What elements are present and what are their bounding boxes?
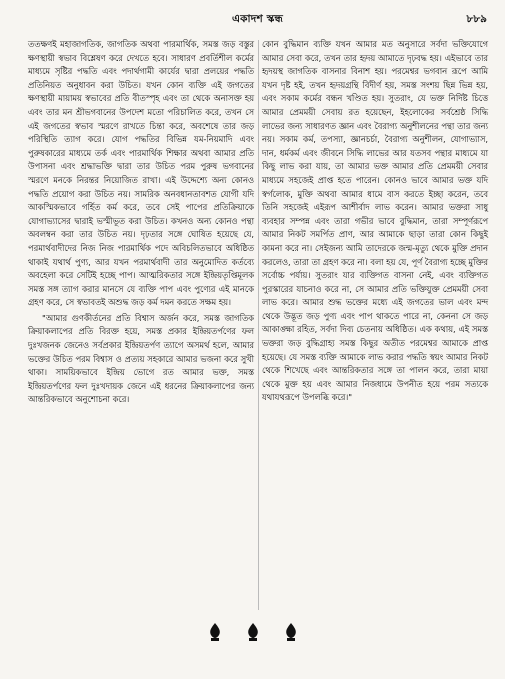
left-paragraph-1: ততক্ষণই মহাজাগতিক, জাগতিক অথবা পারমার্থিক, সমস্ত জড় বস্তুর ক্ষণস্থায়ী স্বভাব বিশ্লেষণ করে দেখতে হবে। সাধারণ প্রবর্তিশীল কর্মের মাধ্যমে সৃষ্টির পদ্ধতি এবং পদার্থগামী কার্যের দ্বারা প্রলয়ের পদ্ধতি প্রতিনিয়ত অনুধাবন করা উচিত। যখন কোন ব্যক্তি এই জগতের ক্ষণস্থায়ী মায়াময় স্বভাবের প্রতি বীতস্পৃহ এবং তা থেকে অনাসক্ত হয় এবং তার মন শ্রীভগবানের উপদেশ মতো পরিচালিত করে, তখন সে এই জগতের স্বভাব স্মরণে রাখতে চিন্তা করে, অবশেষে তার জড় পরিস্থিতি ত্যাগ করে। যোগ পদ্ধতির বিভিন্ন যম-নিয়মাদি এবং পুরুষকারের মাধ্যমে তর্ক এবং পারমার্থিক শিক্ষার অথবা আমার প্রতি উপাসনা এবং শ্রদ্ধাভক্তি দ্বারা তার উচিত পরম পুরুষ ভগবানের স্মরণে মনকে নিরন্তর নিয়োজিত রাখা। এই উদ্দেশ্যে অন্য কোনও পদ্ধতি প্রয়োগ করা উচিত নয়। সামরিক অনবধানতাবশত যোগী যদি আকস্মিকভাবে গর্হিত কর্ম করে, তবে সেই পাপের প্রতিক্রিয়াকে যোগাভ্যাসের দ্বারাই ভস্মীভূত করা উচিত। কখনও অন্য কোনও পন্থা অবলম্বন করা তার উচিত নয়। দৃঢ়তার সঙ্গে ঘোষিত হয়েছে যে, পরমার্থবাদীদের নিজ নিজ পারমার্থিক পদে অবিচলিতভাবে অধিষ্ঠিত থাকাই যথার্থ পুণ্য, আর যখন পরমার্থবাদী তার অনুমোদিত কর্তব্যে অবহেলা করে সেটিই হচ্ছে পাপ। আত্মরিকতার সঙ্গে ইন্দ্রিয়তৃপ্তিমূলক সমস্ত সঙ্গ ত্যাগ করার মানসে যে ব্যক্তি পাপ এবং পুণ্যের এই মানকে গ্রহণ করে, সে স্বভাবতই অশুদ্ধ জড় কর্ম দমন করতে সক্ষম হয়। — [28, 39, 254, 308]
flame-ornament-icon — [244, 622, 262, 642]
right-column — [262, 38, 488, 407]
page-header — [28, 12, 487, 28]
flame-ornament-icon — [282, 622, 300, 642]
footer-ornaments — [0, 622, 505, 646]
left-column — [28, 38, 254, 409]
page-number: ৮৮৯ — [466, 13, 487, 25]
column-divider — [258, 40, 259, 610]
flame-ornament-icon — [206, 622, 224, 642]
left-paragraph-2: "আমার গুণকীর্তনের প্রতি বিশ্বাস অর্জন করে, সমস্ত জাগতিক ক্রিয়াকলাপের প্রতি বিরক্ত হয়ে, সমস্ত প্রকার ইন্দ্রিয়তর্পণের ফল দুঃখজনক জেনেও সর্বপ্রকার ইন্দ্রিয়তর্পণ ত্যাগে অসমর্থ হলে, আমার ভক্তের উচিত পরম বিশ্বাস ও প্রত্যয় সহকারে আমার ভজনা করে সুখী থাকা। সাময়িকভাবে ইন্দ্রিয় ভোগে রত আমার ভক্ত, সমস্ত ইন্দ্রিয়তর্পণের ফল দুঃখদায়ক জেনে এই ধরনের ক্রিয়াকলাপের জন্য আন্তরিকভাবে অনুশোচনা করে। — [28, 312, 254, 405]
right-paragraph-1: কোন বুদ্ধিমান ব্যক্তি যখন আমার মত অনুসারে সর্বদা ভক্তিযোগে আমার সেবা করে, তখন তার হৃদয় আমাতে দৃঢ়বদ্ধ হয়। এইভাবে তার হৃদয়স্থ জাগতিক বাসনার বিনাশ হয়। পরমেশ্বর ভগবান রূপে আমি যখন দৃষ্ট হই, তখন হৃদয়গ্রন্থি বিদীর্ণ হয়, সমস্ত সংশয় ছিন্ন ভিন্ন হয়, এবং সকাম কর্মের বন্ধন খণ্ডিত হয়। সুতরাং, যে ভক্ত নির্দিষ্ট চিত্তে আমার প্রেমময়ী সেবায় রত হয়েছেন, ইহলোকের সর্বশ্রেষ্ঠ সিদ্ধি লাভের জন্য সাধারণত জ্ঞান এবং বৈরাগ্য অনুশীলনের পন্থা তার জন্য নয়। সকাম কর্ম, তপস্যা, জ্ঞানচর্চা, বৈরাগ্য অনুশীলন, যোগাভ্যাস, দান, ধর্মকর্ম এবং জীবনে সিদ্ধি লাভের আর যতসব পন্থার মাধ্যমে যা কিছু লাভ করা যায়, তা আমার ভক্ত আমার প্রতি প্রেমময়ী সেবার মাধ্যমে সহজেই প্রাপ্ত হতে পারেন। কোনও ভাবে আমার ভক্ত যদি স্বর্গলোক, মুক্তি অথবা আমার ধামে বাস করতে ইচ্ছা করেন, তবে তিনি সহজেই এইরূপ আশীর্বাদ লাভ করেন। আমার ভক্তরা সাধু ব্যবহার সম্পন্ন এবং তারা গভীর ভাবে বুদ্ধিমান, তারা সম্পূর্ণরূপে আমার নিকট সমর্পিত প্রাণ, আর আমাকে ছাড়া তারা কোন কিছুই কামনা করে না। সেইজন্য আমি তাদেরকে জন্ম-মৃত্যু থেকে মুক্তি প্রদান করলেও, তারা তা গ্রহণ করে না। বলা হয় যে, পূর্ণ বৈরাগ্য হচ্ছে মুক্তির সর্বোচ্চ পর্যায়। সুতরাং যার ব্যক্তিগত বাসনা নেই, এবং ব্যক্তিগত পুরস্কারের যাচনাও করে না, সে আমার প্রতি ভক্তিযুক্ত প্রেমময়ী সেবা লাভ করে। আমার শুদ্ধ ভক্তের মধ্যে এই জগতের ভাল এবং মন্দ থেকে উদ্ভূত জড় পুণ্য এবং পাপ থাকতে পারে না, কেননা সে জড় আকাঙ্ক্ষা রহিত, সর্বদা দিব্য চেতনায় অধিষ্ঠিত। এক কথায়, এই সমস্ত ভক্তরা জড় বুদ্ধিগ্রাহ্য সমস্ত কিছুর অতীত পরমেশ্বর আমাকে প্রাপ্ত হয়েছে। যে সমস্ত ব্যক্তি আমাকে লাভ করার পদ্ধতি স্বয়ং আমার নিকট থেকে শিখেছে এবং আন্তরিকতার সঙ্গে তা পালন করে, তারা মায়া থেকে মুক্ত হয় এবং আমার নিজধামে উপনীত হয়ে পরম সত্যকে যথাযথরূপে উপলব্ধি করে।" — [262, 39, 488, 403]
running-title: একাদশ স্কন্ধ — [231, 13, 284, 25]
